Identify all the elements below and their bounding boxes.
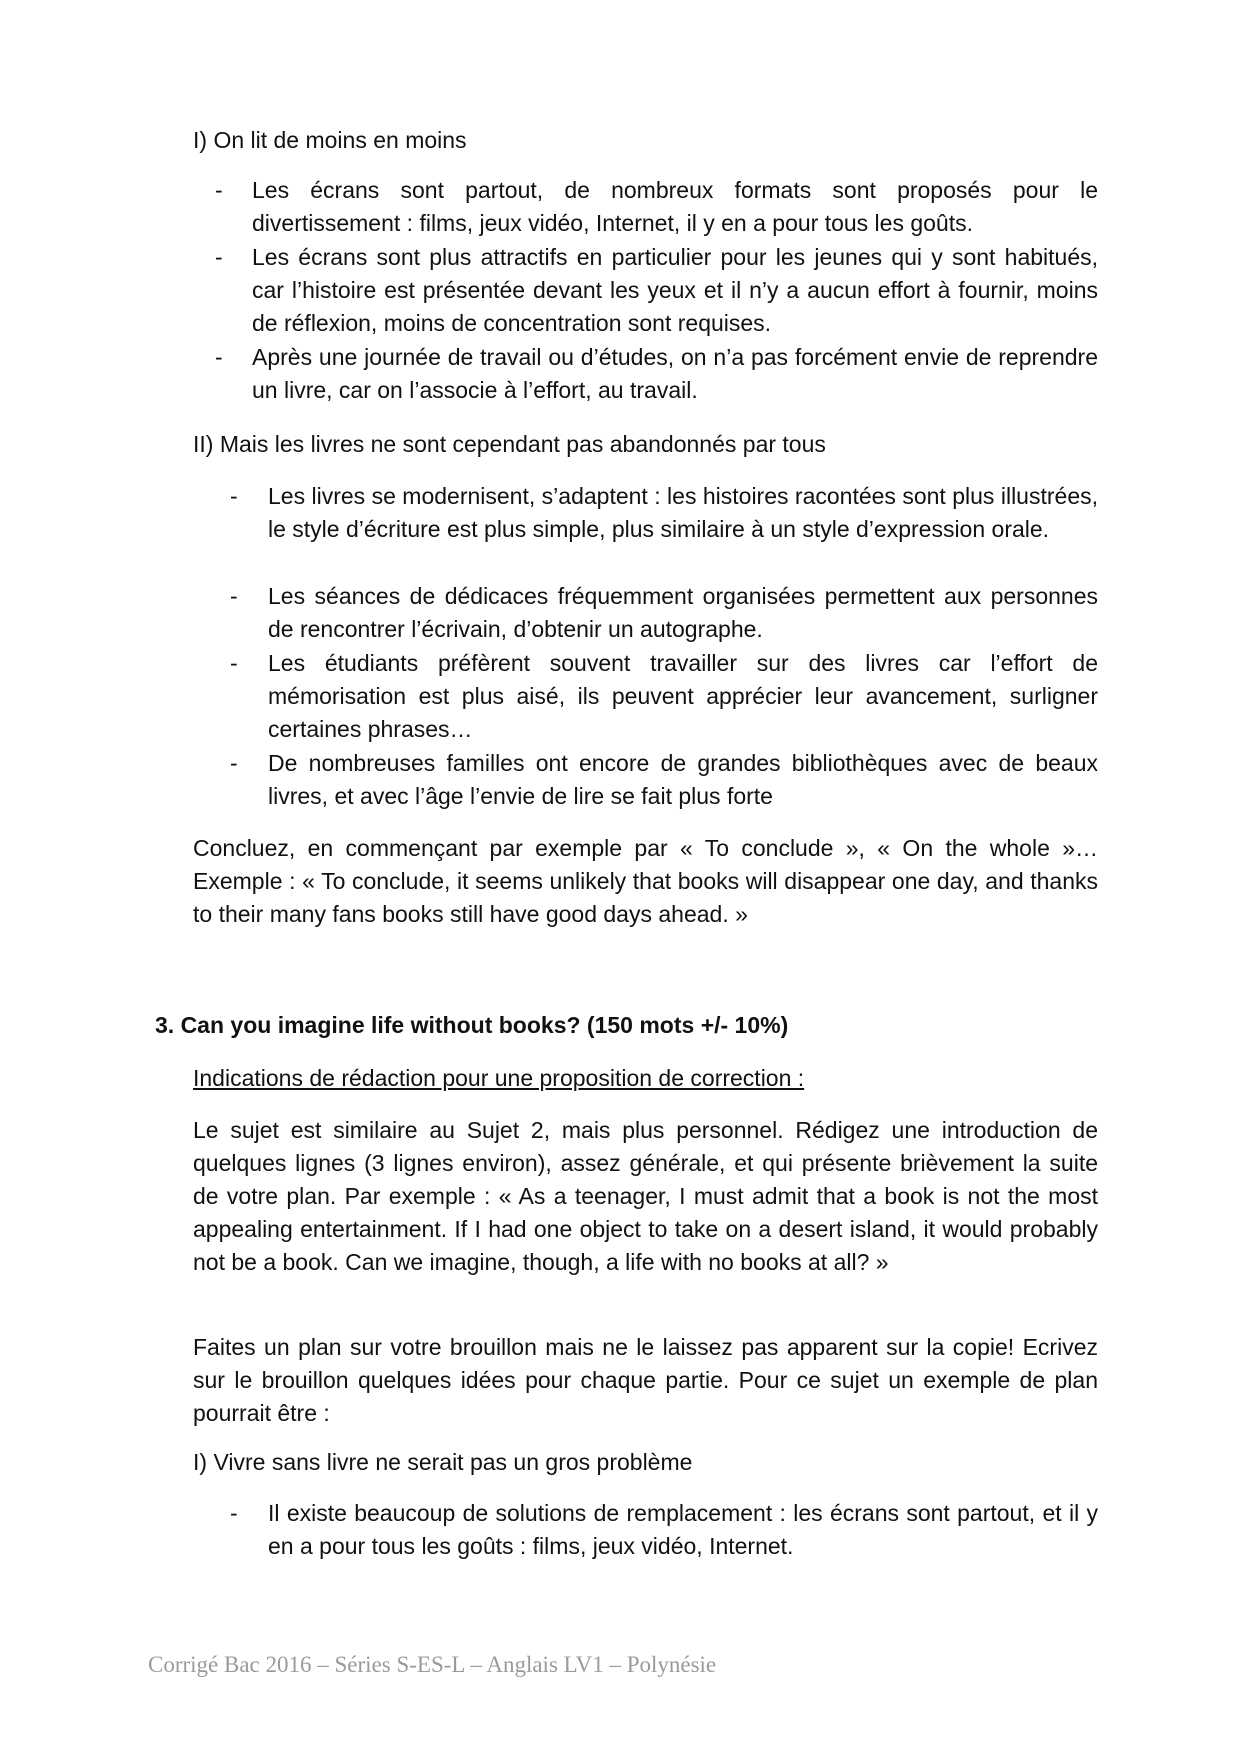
section3-paragraph-2: Faites un plan sur votre brouillon mais ne le laissez pas apparent sur la copie! Ecrivez sur le brouillon quelques idées pour chaque partie. Pour ce sujet un exemple de plan pourrait être : — [193, 1334, 1098, 1426]
section3-bullet-1: Il existe beaucoup de solutions de remplacement : les écrans sont partout, et il y en a pour tous les goûts : films, jeux vidéo, Internet. — [268, 1500, 1098, 1559]
sub2-bullet-3: Les étudiants préfèrent souvent travailler sur des livres car l’effort de mémorisation est plus aisé, ils peuvent apprécier leur avancement, surligner certaines phrases… — [268, 650, 1098, 742]
section3-paragraph-1: Le sujet est similaire au Sujet 2, mais plus personnel. Rédigez une introduction de quelques lignes (3 lignes environ), assez générale, et qui présente brièvement la suite de votre plan. Par exemple : « As a teenager, I must admit that a book is not the most appealing entertainment. If I had one object to take on a desert island, it would probably not be a book. Can we imagine, though, a life with no books at all? » — [193, 1117, 1098, 1275]
sub1-bullet-2: Les écrans sont plus attractifs en particulier pour les jeunes qui y sont habitués, car l’histoire est présentée devant les yeux et il n’y a aucun effort à fournir, moins de réflexion, moins de concentration sont requises. — [252, 244, 1098, 336]
sub1-bullet-3: Après une journée de travail ou d’études, on n’a pas forcément envie de reprendre un livre, car on l’associe à l’effort, au travail. — [252, 344, 1098, 403]
bullet-dash: - — [230, 750, 238, 776]
bullet-dash: - — [230, 483, 238, 509]
bullet-dash: - — [230, 583, 238, 609]
conclusion-paragraph: Concluez, en commençant par exemple par « To conclude », « On the whole »… Exemple : « To conclude, it seems unlikely that books will disappear one day, and thanks to their many fans books still have good days ahead. » — [193, 835, 1098, 927]
sub2-bullet-4: De nombreuses familles ont encore de grandes bibliothèques avec de beaux livres, et avec l’âge l’envie de lire se fait plus forte — [268, 750, 1098, 809]
section3-title: 3. Can you imagine life without books? (150 mots +/- 10%) — [155, 1012, 789, 1038]
section3-sub-heading: I) Vivre sans livre ne serait pas un gros problème — [193, 1449, 693, 1475]
page-footer: Corrigé Bac 2016 – Séries S-ES-L – Anglais LV1 – Polynésie — [148, 1652, 717, 1677]
bullet-dash: - — [230, 1500, 238, 1526]
bullet-dash: - — [215, 244, 223, 270]
sub2-bullet-2: Les séances de dédicaces fréquemment organisées permettent aux personnes de rencontrer l’écrivain, d’obtenir un autographe. — [268, 583, 1098, 642]
bullet-dash: - — [215, 177, 223, 203]
section3-indications: Indications de rédaction pour une proposition de correction : — [193, 1065, 805, 1091]
sub1-heading: I) On lit de moins en moins — [193, 127, 467, 153]
bullet-dash: - — [230, 650, 238, 676]
sub2-heading: II) Mais les livres ne sont cependant pas abandonnés par tous — [193, 431, 826, 457]
bullet-dash: - — [215, 344, 223, 370]
sub1-bullet-1: Les écrans sont partout, de nombreux formats sont proposés pour le divertissement : films, jeux vidéo, Internet, il y en a pour tous les goûts. — [252, 177, 1098, 236]
sub2-bullet-1: Les livres se modernisent, s’adaptent : les histoires racontées sont plus illustrées, le style d’écriture est plus simple, plus similaire à un style d’expression orale. — [268, 483, 1098, 542]
